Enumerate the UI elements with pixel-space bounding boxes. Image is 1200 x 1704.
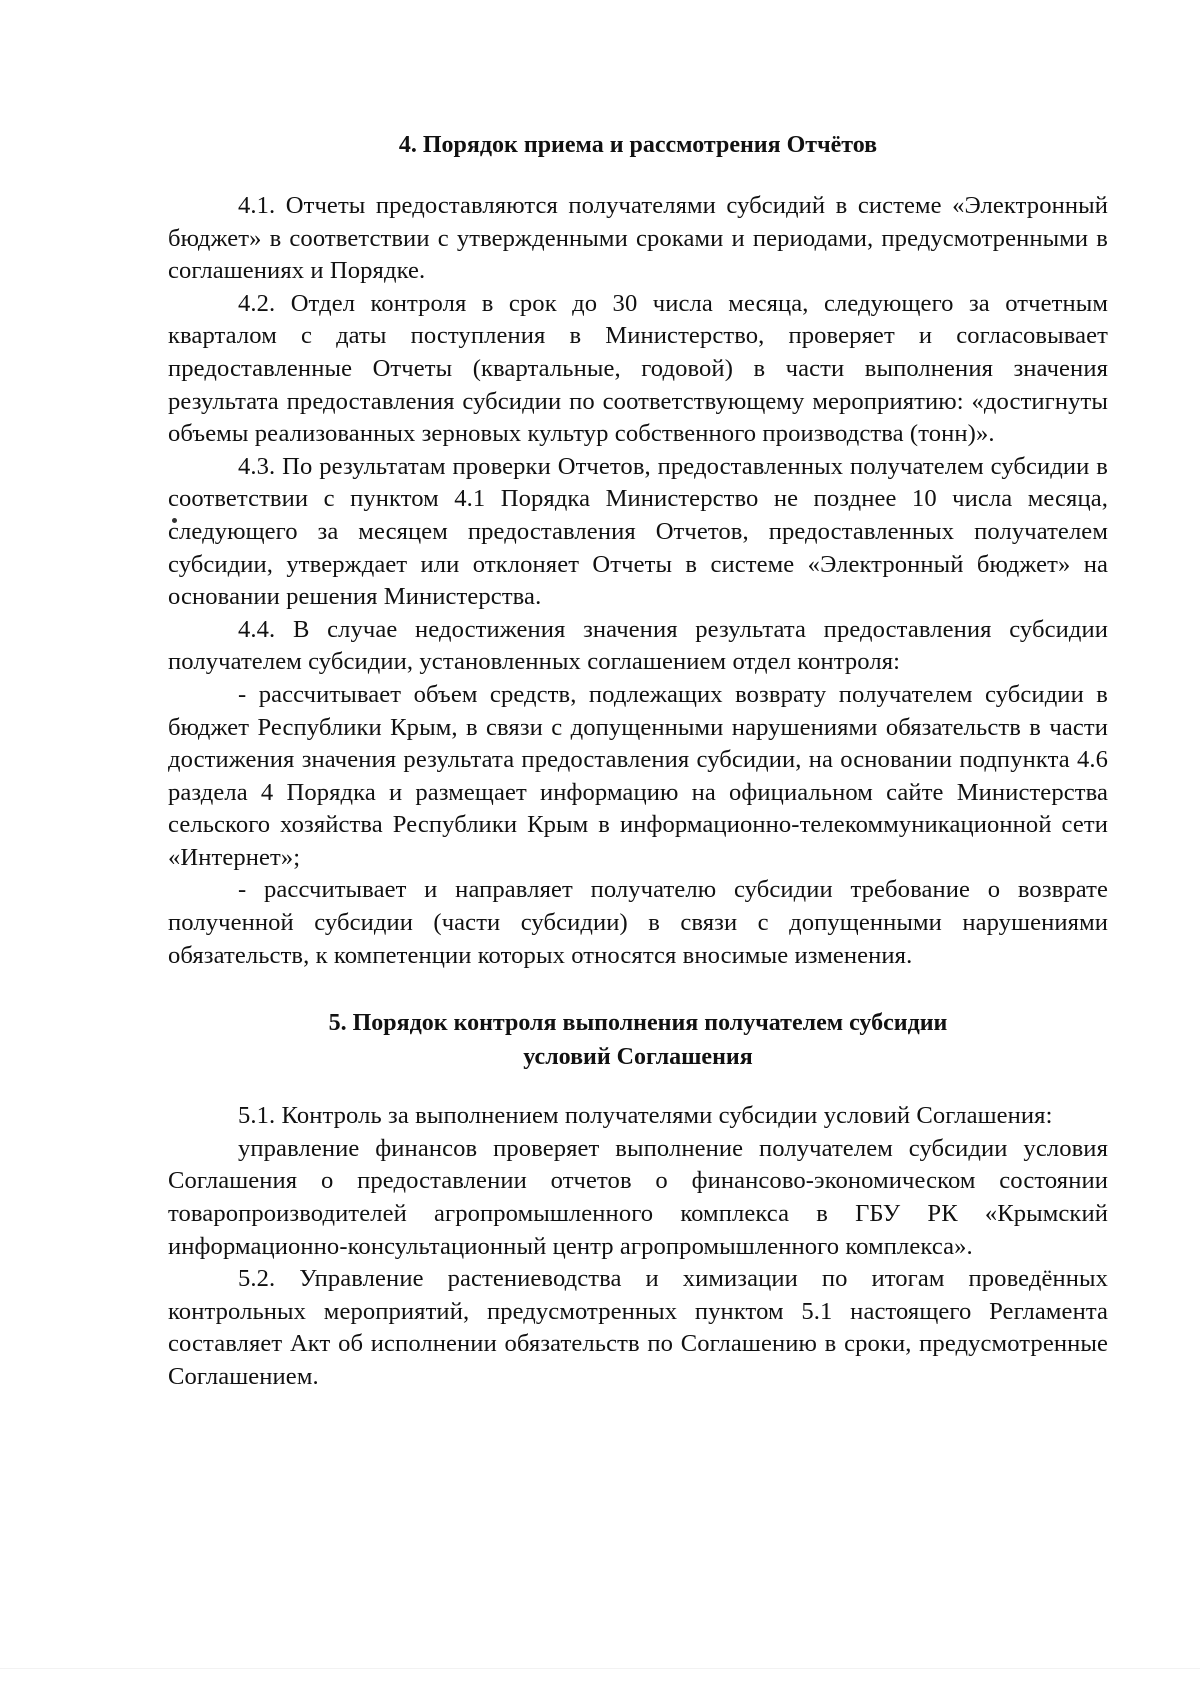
section-5-title [168, 1006, 1108, 1074]
paragraph-4-4-item-1: - рассчитывает объем средств, подлежащих возврату получателем субсидии в бюджет Республики Крым, в связи с допущенными нарушениями обязательств в части достижения значения результата предоставления субсидии, на основании подпункта 4.6 раздела 4 Порядка и размещает информацию на официальном сайте Министерства сельского хозяйства Республики Крым в информационно-телекоммуникационной сети «Интернет»; [168, 680, 1108, 871]
paragraph-4-2: 4.2. Отдел контроля в срок до 30 числа месяца, следующего за отчетным кварталом с даты поступления в Министерство, проверяет и согласовывает предоставленные Отчеты (квартальные, годовой) в части выполнения значения результата предоставления субсидии по соответствующему мероприятию: «достигнуты объемы реализованных зерновых культур собственного производства (тонн)». [168, 289, 1108, 448]
paragraph-4-1: 4.1. Отчеты предоставляются получателями субсидий в системе «Электронный бюджет» в соответствии с утвержденными сроками и периодами, предусмотренными в соглашениях и Порядке. [168, 192, 1108, 285]
paragraph-5-2: 5.2. Управление растениеводства и химизации по итогам проведённых контрольных мероприятий, предусмотренных пунктом 5.1 настоящего Регламента составляет Акт об исполнении обязательств по Соглашению в сроки, предусмотренные Соглашением. [168, 1265, 1108, 1390]
document-body [168, 128, 1108, 1394]
paragraph-4-3: 4.3. По результатам проверки Отчетов, предоставленных получателем субсидии в соответствии с пунктом 4.1 Порядка Министерство не позднее 10 числа месяца, следующего за месяцем предоставления Отчетов, предоставленных получателем субсидии, утверждает или отклоняет Отчеты в системе «Электронный бюджет» на основании решения Министерства. [168, 452, 1108, 611]
section-4-title: 4. Порядок приема и рассмотрения Отчётов [398, 132, 878, 158]
paragraph-4-4: 4.4. В случае недостижения значения результата предоставления субсидии получателем субсидии, установленных соглашением отдел контроля: [168, 615, 1108, 676]
section-5-title-line-1: 5. Порядок контроля выполнения получателем субсидии [328, 1010, 948, 1037]
paragraph-4-4-item-2: - рассчитывает и направляет получателю субсидии требование о возврате полученной субсидии (части субсидии) в связи с допущенными нарушениями обязательств, к компетенции которых относятся вносимые изменения. [168, 876, 1108, 969]
paragraph-5-1-detail: управление финансов проверяет выполнение получателем субсидии условия Соглашения о предоставлении отчетов о финансово-экономическом состоянии товаропроизводителей агропромышленного комплекса в ГБУ РК «Крымский информационно-консультационный центр агропромышленного комплекса». [168, 1134, 1108, 1260]
scan-edge-line [0, 1668, 1200, 1669]
paragraph-5-1: 5.1. Контроль за выполнением получателями субсидии условий Соглашения: [238, 1102, 1053, 1130]
section-5-title-line-2: условий Соглашения [523, 1044, 753, 1071]
